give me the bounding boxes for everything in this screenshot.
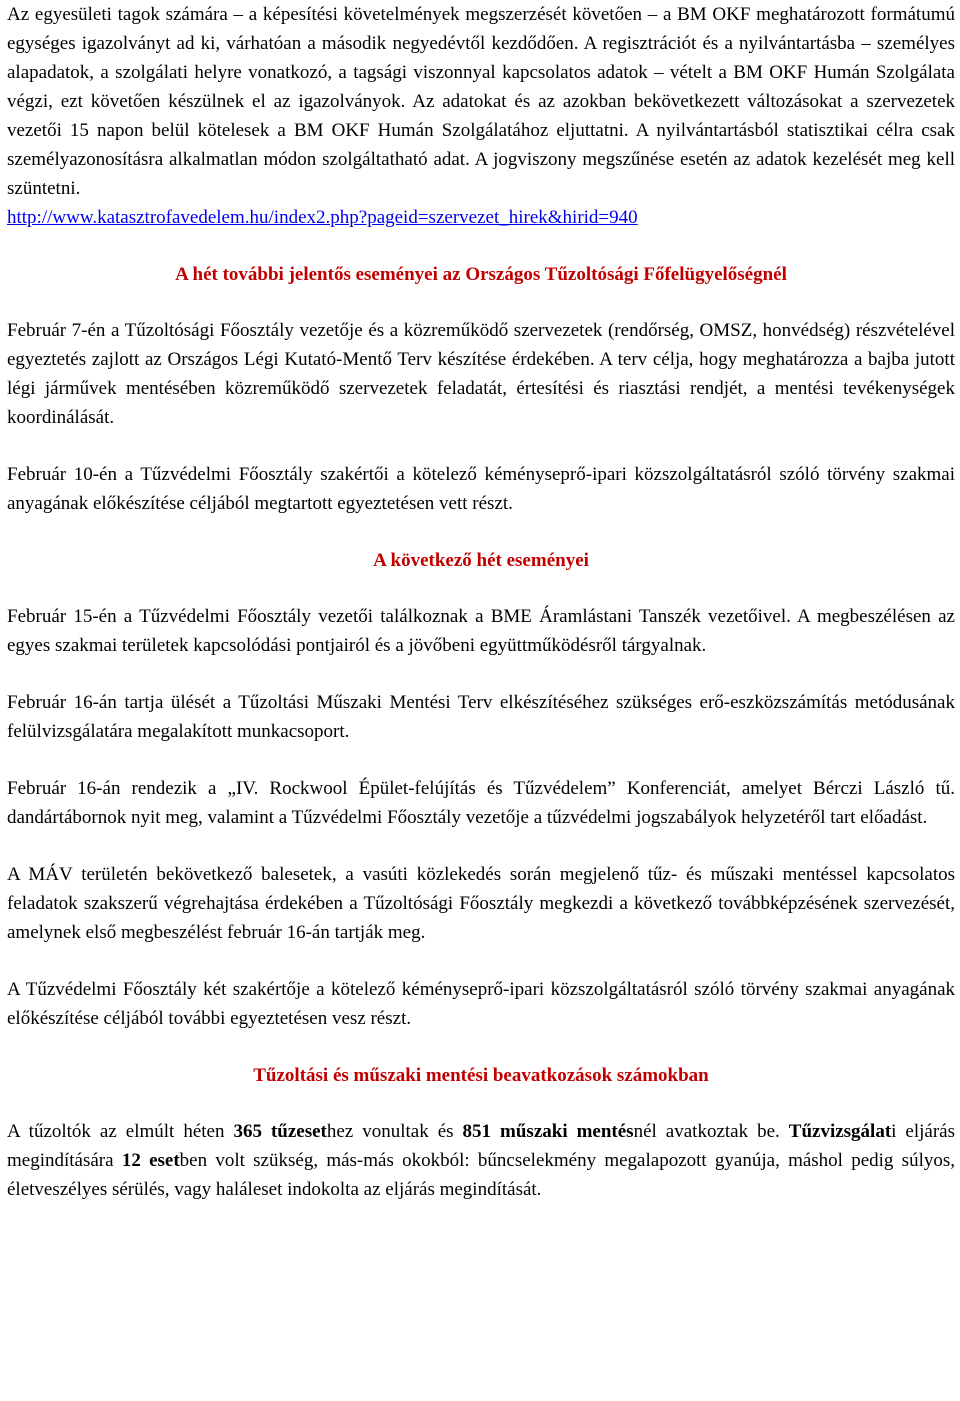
paragraph-feb16-workgroup: Február 16-án tartja ülését a Tűzoltási Műszaki Mentési Terv elkészítéséhez szükséges erő-eszközszámítás metódusának felülvizsgálatára megalakított munkacsoport. (7, 692, 955, 742)
fire-investigation-term: Tűzvizsgálat (788, 1121, 892, 1142)
paragraph-feb10: Február 10-én a Tűzvédelmi Főosztály szakértői a kötelező kéményseprő-ipari közszolgáltatásról szóló törvény szakmai anyagának előkészítése céljából megtartott egyeztetésen vett részt. (7, 464, 955, 514)
section-heading-statistics: Tűzoltási és műszaki mentési beavatkozások számokban (253, 1065, 709, 1086)
paragraph-feb16-conference: Február 16-án rendezik a „IV. Rockwool Épület-felújítás és Tűzvédelem” Konferenciát, amelyet Bérczi László tű. dandártábornok nyit meg, valamint a Tűzvédelmi Főosztály vezetője a tűzvédelmi jogszabályok helyzetéről tart előadást. (7, 778, 955, 828)
stats-text-3: nél avatkoztak be. (633, 1121, 789, 1142)
source-link[interactable]: http://www.katasztrofavedelem.hu/index2.php?pageid=szervezet_hirek&hirid=940 (7, 207, 638, 228)
statistics-paragraph (7, 1117, 955, 1204)
rescue-count: 851 műszaki mentés (462, 1121, 634, 1142)
section-heading-week-events: A hét további jelentős eseményei az Országos Tűzoltósági Főfelügyelőségnél (175, 264, 787, 285)
stats-text-5: ben volt szükség, más-más okokból: bűncselekmény megalapozott gyanúja, máshol pedig súlyos, életveszélyes sérülés, vagy haláleset indokolta az eljárás megindítását. (7, 1150, 955, 1200)
fire-count: 365 tűzeset (233, 1121, 327, 1142)
section-heading-next-week: A következő hét eseményei (373, 550, 589, 571)
stats-text-2: hez vonultak és (326, 1121, 463, 1142)
paragraph-chimney-law: A Tűzvédelmi Főosztály két szakértője a kötelező kéményseprő-ipari közszolgáltatásról szóló törvény szakmai anyagának előkészítése céljából további egyeztetésen vesz részt. (7, 979, 955, 1029)
stats-text-4: i eljárás megindítására (7, 1121, 956, 1171)
paragraph-feb15: Február 15-én a Tűzvédelmi Főosztály vezetői találkoznak a BME Áramlástani Tanszék vezetőivel. A megbeszélésen az egyes szakmai területek kapcsolódási pontjairól és a jövőbeni együttműködésről tárgyalnak. (7, 606, 955, 656)
paragraph-mav-training: A MÁV területén bekövetkező balesetek, a vasúti közlekedés során megjelenő tűz- és műszaki mentéssel kapcsolatos feladatok szakszerű végrehajtása érdekében a Tűzoltósági Főosztály megkezdi a következő továbbképzésének szervezését, amelynek első megbeszélést február 16-án tartják meg. (7, 864, 955, 943)
intro-paragraph (7, 0, 955, 232)
paragraph-feb7: Február 7-én a Tűzoltósági Főosztály vezetője és a közreműködő szervezetek (rendőrség, OMSZ, honvédség) részvételével egyeztetés zajlott az Országos Légi Kutató-Mentő Terv készítése érdekében. A terv célja, hogy meghatározza a bajba jutott légi járművek mentésében közreműködő szervezetek feladatát, értesítési és riasztási rendjét, a mentési tevékenységek koordinálását. (7, 320, 955, 428)
investigation-count: 12 eset (121, 1150, 180, 1171)
stats-text-1: A tűzoltók az elmúlt héten (7, 1121, 234, 1142)
intro-text: Az egyesületi tagok számára – a képesítési követelmények megszerzését követően – a BM OKF meghatározott formátumú egységes igazolványt ad ki, várhatóan a második negyedévtől kezdődően. A regisztrációt és a nyilvántartásba – személyes alapadatok, a szolgálati helyre vonatkozó, a tagsági viszonnyal kapcsolatos adatok – vételt a BM OKF Humán Szolgálata végzi, ezt követően készülnek el az igazolványok. Az adatokat és az azokban bekövetkezett változásokat a szervezetek vezetői 15 napon belül kötelesek a BM OKF Humán Szolgálatához eljuttatni. A nyilvántartásból statisztikai célra csak személyazonosításra alkalmatlan módon szolgáltatható adat. A jogviszony megszűnése esetén az adatok kezelését meg kell szüntetni. (7, 4, 955, 199)
